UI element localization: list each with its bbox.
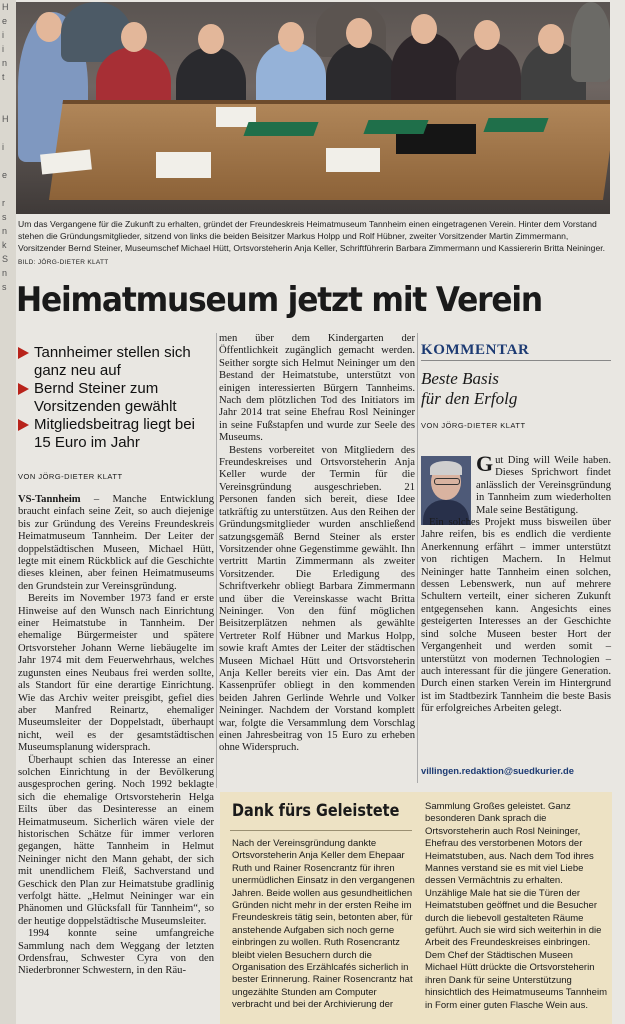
bullet-item: Mitgliedsbeitrag liegt bei 15 Euro im Jahr (18, 416, 214, 451)
kommentar-rule (421, 360, 611, 361)
group-photo (16, 2, 610, 214)
kommentar-byline: VON JÖRG-DIETER KLATT (421, 421, 526, 430)
summary-bullets (18, 344, 214, 452)
arrow-icon (18, 419, 29, 431)
paragraph: Überhaupt schien das Interesse an einer solchen Einrichtung in der Bevölkerung ausgesprochen gering. Noch 1992 beklagte sich die ehemalige Ortsvorsteherin Helga Eilts über das Desinteresse an einem Heimatmuseum. Sicherlich wären viele der historischen Schätze für immer verloren gegangen, hätte Tannheim in Helmut Neininger nicht den Mann gehabt, der sich mit unendlichem Fleiß, Sachverstand und Geschick den Plan zur Heimatstube gradlinig verfolgt hätte. „Helmut Neininger war ein Phänomen und Glücksfall für Tannheim“, so der heutige doppelstädtische Museumsleiter. (18, 754, 214, 927)
caption-text: Um das Vergangene für die Zukunft zu erhalten, gründet der Freundeskreis Heimatmuseum Tannheim einen eingetragenen Verein. Hinter dem Vorstand stehen die Gründungsmitglieder, sitzend von links die beiden Beisitzer Markus Holpp und Rolf Hübner, zweiter Vorsitzender Martin Zimmermann, Vorsitzender Bernd Steiner, Museumschef Michael Hütt, Ortsvorsteherin Anja Keller, Schriftführerin Barbara Zimmermann und Kassiererin Britta Neininger. (18, 219, 606, 254)
kommentar-text (421, 451, 611, 716)
email-link[interactable]: villingen.redaktion@suedkurier.de (421, 765, 574, 776)
paragraph: VS-Tannheim – Manche Entwicklung braucht einfach seine Zeit, so auch diejenige bis zur Gründung des Vereins Freundeskreis Heimatmuseum Tannheim. Der Leiter der doppelstädtischen Museen, Michael Hütt, legte mit einem Rückblick auf die Geschichte dieses kleinen, aber feinen Heimatmuseums den Grundstein zur Vereinsgründung. (18, 494, 214, 592)
article-byline: VON JÖRG-DIETER KLATT (18, 472, 123, 481)
paragraph: Bereits im November 1973 fand er erste Hinweise auf den Wunsch nach Einrichtung einer Heimatstube in Tannheim. Der ehemalige Bürgermeister und spätere Ortsvorsteher Johann Werne liebäugelte im Jahr 1974 mit dem Feuerwehrhaus, welches zugunsten eines Neubaus frei werden sollte, als Standort für eine derartige Einrichtung. Wie das Archiv weiter preisgibt, gefiel dies aber Manfred Reinartz, ehemaliger Museumsleiter der Doppelstadt, überhaupt nicht, weil es der gesamtstädtischen Museumsplanung widersprach. (18, 593, 214, 754)
kommentar-intro: Gut Ding will Weile haben. Dieses Sprichwort findet anlässlich der Vereinsgründung in Tannheim zum wiederholten Male seine Bestätigung. (476, 451, 611, 516)
photo-credit: BILD: JÖRG-DIETER KLATT (18, 258, 109, 266)
bullet-item: Tannheimer stellen sich ganz neu auf (18, 344, 214, 379)
dank-column-1: Nach der Vereinsgründung dankte Ortsvorsteherin Anja Keller dem Ehepaar Ruth und Rainer Rosencrantz für ihren unermüdlichen Einsatz in den vergangenen Jahren. Beide wollen aus gesundheitlichen Gründen nicht mehr in der ersten Reihe im Freundeskreis tätig sein, betonten aber, für anstehende Aufgaben sich noch gerne einbringen zu wollen. Ruth Rosencrantz bleibt vielen Besuchern durch die Organisation des Erzählcafés sicherlich in bester Erinnerung. Rainer Rosencrantz hat ungezählte Stunden am Computer verbracht und bei der Archivierung der (232, 838, 415, 1011)
kommentar-title: Beste Basis für den Erfolg (421, 369, 518, 408)
kommentar-label: KOMMENTAR (421, 342, 530, 358)
paragraph: 1994 konnte seine umfangreiche Sammlung nach dem Weggang der letzten Ordensfrau, Schwester Cyra von den Niederbronner Schwestern, in den Räu- (18, 928, 214, 977)
arrow-icon (18, 383, 29, 395)
bullet-item: Bernd Steiner zum Vorsitzenden gewählt (18, 380, 214, 415)
article-column-1 (18, 494, 214, 978)
column-divider (417, 333, 418, 783)
dateline: VS-Tannheim (18, 494, 81, 505)
article-column-2 (219, 333, 415, 755)
paragraph: Ein solches Projekt muss bisweilen über Jahre reifen, bis es endlich die verdiente Anerkennung erfährt – immer unterstützt von richtigen Machern. In Helmut Neininger hatte Tannheim einen solchen, dessen Lebenswerk, nun auf mehrere Schultern verteilt, einer sicheren Zukunft entgegensehen kann. Angesichts eines gesteigerten Interesses an der Geschichte sind solche Museen bester Hort der Vergangenheit und werden somit – unterstützt von modernen Technologien – auch interessant für die jüngere Generation. Durch einen starken Verein im Hintergrund ist im Stadtbezirk Tannheim die beste Basis für erfolgreiches Arbeiten gelegt. (421, 517, 611, 715)
dank-box (220, 792, 612, 1024)
kommentar-box (421, 342, 611, 430)
column-divider (216, 333, 217, 788)
paragraph: men über dem Kindergarten der Öffentlichkeit zugänglich gemacht werden. Seither sorgte sich Helmut Neininger um den Bestand der Heimatstube, unterstützt von einigen interessierten Bürgern Tannheims. Nach dem plötzlichen Tod des Initiators im Jahr 2014 trat seine Ehefrau Rosl Neininger in seine Fußstapfen und wurde zur Seele des Museums. (219, 333, 415, 444)
dropcap: G (476, 451, 494, 476)
dank-column-2: Sammlung Großes geleistet. Ganz besonderen Dank sprach die Ortsvorsteherin auch Rosl Neininger, Ehefrau des verstorbenen Motors der Heimatstuben, aus. Nach dem Tod ihres Mannes verstand sie es mit viel Liebe dessen Vermächtnis zu erhalten. Unzählige Male hat sie die Türen der Heimatstuben geöffnet und die Besucher durch die liebevoll gestalteten Räume geführt. Auch sie wird sich weiterhin in die Arbeit des Freundeskreises einbringen. Dem Chef der Städtischen Museen Michael Hütt drückte die Ortsvorsteherin ihren Dank für seine Unterstützung hinsichtlich des Heimatmuseums Tannheim in Form einer guten Flasche Wein aus. (425, 801, 607, 1011)
headline: Heimatmuseum jetzt mit Verein (16, 280, 542, 320)
photo-caption (18, 218, 608, 269)
paragraph: Bestens vorbereitet von Mitgliedern des Freundeskreises und Ortsvorsteherin Anja Keller wurde der Termin für die Vereinsgründung ausgeschrieben. 21 Personen fanden sich bereit, diese Idee tatkräftig zu unterstützen. Aus den Reihen der Gründungsmitglieder wurden anschließend satzungsgemäß Bernd Steiner als erster Vorsitzender ohne Gegenstimme gewählt. Ihn vertritt Martin Zimmermann als zweiter Vorsitzender. Die Erledigung des Schriftverkehr obliegt Barbara Zimmermann und über die Vereinskasse wacht Britta Neininger. Von den fünf möglichen Beisitzerplätzen nehmen als gewählte Vertreter Rolf Hübner und Markus Holpp, sowie kraft Amtes der Leiter der städtischen Museen Michael Hütt und Ortsvorsteherin Anja Keller bereits vier ein. Das Amt der Kassenprüfer obliegt in den kommenden beiden Jahren Gerlinde Wehrle und Volker Neininger. Nachdem der Vorstand komplett war, folgte die Versammlung dem Vorschlag einen Jahresbeitrag von 15 Euro zu erheben ohne Widerspruch. (219, 444, 415, 754)
dank-rule (230, 830, 412, 831)
dank-title: Dank fürs Geleistete (232, 801, 400, 821)
arrow-icon (18, 347, 29, 359)
page-edge-strip: H e i i n t H i e r s n k S n s (0, 0, 16, 1024)
